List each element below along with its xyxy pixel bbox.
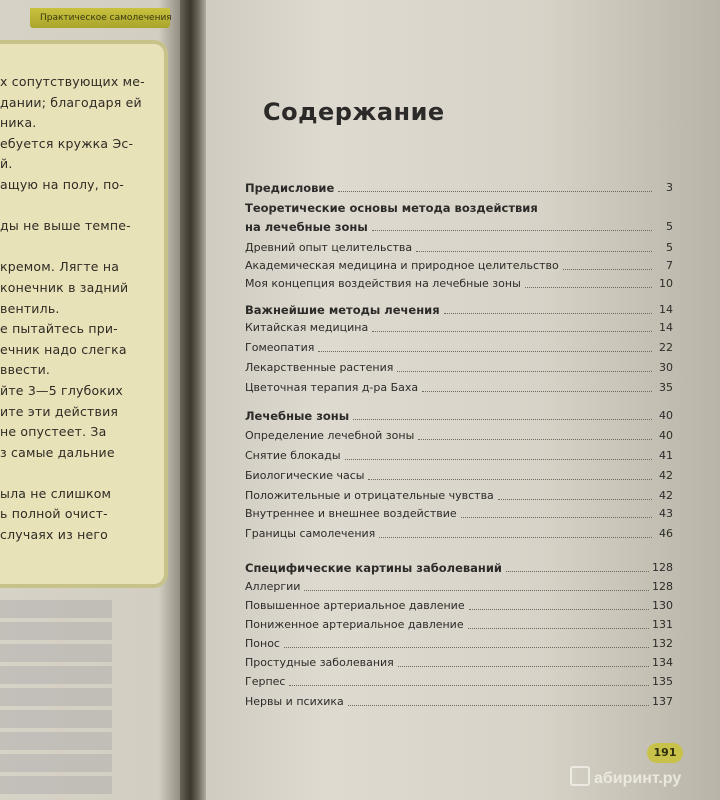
toc-entry-page: 14 bbox=[659, 303, 673, 316]
toc-entry-page: 5 bbox=[666, 241, 673, 254]
dot-leader bbox=[468, 627, 649, 629]
dot-leader bbox=[397, 370, 652, 372]
toc-entry-label: Положительные и отрицательные чувства bbox=[245, 489, 494, 502]
toc-entry bbox=[245, 617, 673, 631]
dot-leader bbox=[461, 516, 652, 518]
dot-leader bbox=[563, 268, 652, 270]
toc-entry bbox=[245, 488, 673, 502]
toc-entry-page: 30 bbox=[659, 361, 673, 374]
dot-leader bbox=[345, 458, 652, 460]
left-text-line: конечник в задний bbox=[0, 279, 129, 295]
toc-entry-label: Специфические картины заболеваний bbox=[245, 561, 502, 575]
toc-entry-label: Биологические часы bbox=[245, 469, 365, 482]
toc-entry bbox=[245, 560, 673, 574]
toc-entry-label: Теоретические основы метода воздействия bbox=[245, 201, 538, 215]
toc-entry-page: 5 bbox=[666, 220, 673, 233]
toc-entry-label: Повышенное артериальное давление bbox=[245, 599, 465, 612]
right-page bbox=[205, 0, 720, 800]
dot-leader bbox=[368, 478, 652, 480]
left-text-line: ника. bbox=[0, 115, 37, 131]
toc-entry bbox=[245, 636, 673, 650]
toc-entry bbox=[245, 219, 673, 233]
left-text-line bbox=[0, 237, 160, 258]
toc-entry-label: Китайская медицина bbox=[245, 321, 369, 334]
dot-leader bbox=[506, 570, 649, 572]
dot-leader bbox=[289, 684, 649, 686]
dot-leader bbox=[372, 229, 652, 231]
dot-leader bbox=[372, 330, 652, 332]
left-text-line: ды не выше темпе- bbox=[0, 218, 131, 234]
toc-entry bbox=[245, 655, 673, 669]
dot-leader bbox=[284, 646, 649, 648]
left-text-line: й. bbox=[0, 156, 13, 172]
toc-entry-page: 7 bbox=[666, 259, 673, 272]
toc-entry bbox=[245, 340, 673, 354]
dot-leader bbox=[398, 665, 649, 667]
watermark bbox=[570, 766, 681, 788]
dot-leader bbox=[338, 190, 652, 192]
toc-entry bbox=[245, 380, 673, 394]
toc-entry bbox=[245, 506, 673, 520]
toc-entry-label: Моя концепция воздействия на лечебные зоны bbox=[245, 277, 521, 290]
toc-entry bbox=[245, 579, 673, 593]
toc-entry-label: Внутреннее и внешнее воздействие bbox=[245, 507, 457, 520]
toc-entry bbox=[245, 258, 673, 272]
dot-leader bbox=[304, 589, 649, 591]
dot-leader bbox=[348, 704, 649, 706]
toc-entry-label: Предисловие bbox=[245, 181, 335, 195]
toc-entry-page: 42 bbox=[659, 489, 673, 502]
dot-leader bbox=[525, 286, 652, 288]
left-text-line: е пытайтесь при- bbox=[0, 321, 118, 337]
toc-entry-label: Важнейшие методы лечения bbox=[245, 303, 440, 317]
left-text-line: ащую на полу, по- bbox=[0, 176, 125, 192]
toc-entry-page: 40 bbox=[659, 429, 673, 442]
toc-entry-page: 40 bbox=[659, 409, 673, 422]
left-text-line: вентиль. bbox=[0, 300, 60, 316]
toc-entry-label: Древний опыт целительства bbox=[245, 241, 413, 254]
toc-entry bbox=[245, 408, 673, 422]
toc-entry bbox=[245, 360, 673, 374]
toc-entry-page: 10 bbox=[659, 277, 673, 290]
toc-entry-page: 35 bbox=[659, 381, 673, 394]
toc-entry-label: Границы самолечения bbox=[245, 527, 376, 540]
toc-entry-page: 132 bbox=[652, 637, 673, 650]
toc-entry bbox=[245, 200, 673, 214]
toc-entry-page: 43 bbox=[659, 507, 673, 520]
left-text-line: случаях из него bbox=[0, 527, 109, 543]
left-text-line: ввести. bbox=[0, 362, 51, 378]
toc-entry-page: 128 bbox=[652, 580, 673, 593]
left-text-line: ыла не слишком bbox=[0, 485, 112, 501]
toc-entry bbox=[245, 674, 673, 688]
left-text-line bbox=[0, 196, 160, 217]
left-page bbox=[0, 0, 185, 800]
dot-leader bbox=[353, 418, 652, 420]
toc-entry-label: Цветочная терапия д-ра Баха bbox=[245, 381, 419, 394]
dot-leader bbox=[379, 536, 652, 538]
toc-entry-label: Герпес bbox=[245, 675, 286, 688]
dot-leader bbox=[318, 350, 652, 352]
toc-entry-label: Определение лечебной зоны bbox=[245, 429, 415, 442]
toc-entry-label: Академическая медицина и природное целительство bbox=[245, 259, 559, 272]
toc-entry-label: на лечебные зоны bbox=[245, 220, 368, 234]
toc-entry-label: Нервы и психика bbox=[245, 695, 344, 708]
toc-entry-page: 131 bbox=[652, 618, 673, 631]
dot-leader bbox=[444, 312, 652, 314]
toc-entry bbox=[245, 448, 673, 462]
left-text-line: ечник надо слегка bbox=[0, 341, 127, 357]
toc-entry-page: 22 bbox=[659, 341, 673, 354]
dot-leader bbox=[469, 608, 649, 610]
toc-entry bbox=[245, 598, 673, 612]
toc-entry-label: Аллергии bbox=[245, 580, 301, 593]
toc-entry-label: Понос bbox=[245, 637, 280, 650]
dot-leader bbox=[418, 438, 652, 440]
left-text-line: кремом. Лягте на bbox=[0, 259, 120, 275]
page-number: 191 bbox=[647, 743, 683, 763]
logo-icon bbox=[570, 766, 590, 786]
running-header-text: Практическое самолечения bbox=[40, 13, 172, 23]
left-text-line: дании; благодаря ей bbox=[0, 94, 142, 110]
toc-entry bbox=[245, 302, 673, 316]
toc-entry-page: 137 bbox=[652, 695, 673, 708]
dot-leader bbox=[422, 390, 652, 392]
left-text-line bbox=[0, 463, 160, 484]
toc-entry-label: Простудные заболевания bbox=[245, 656, 394, 669]
toc-entry-page: 3 bbox=[666, 181, 673, 194]
toc-entry bbox=[245, 526, 673, 540]
toc-entry-page: 130 bbox=[652, 599, 673, 612]
watermark-text: абиринт.ру bbox=[594, 770, 682, 787]
left-text-line: не опустеет. За bbox=[0, 424, 107, 440]
toc-entry bbox=[245, 694, 673, 708]
toc-entry-page: 14 bbox=[659, 321, 673, 334]
left-text-line: з самые дальние bbox=[0, 444, 115, 460]
toc-entry-page: 42 bbox=[659, 469, 673, 482]
toc-entry bbox=[245, 180, 673, 194]
running-header bbox=[30, 8, 170, 28]
bleed-through-text bbox=[0, 600, 160, 798]
toc-entry-label: Гомеопатия bbox=[245, 341, 315, 354]
toc-entry-page: 128 bbox=[652, 561, 673, 574]
dot-leader bbox=[498, 498, 652, 500]
toc-entry-label: Лекарственные растения bbox=[245, 361, 394, 374]
toc-entry bbox=[245, 240, 673, 254]
toc-entry-page: 41 bbox=[659, 449, 673, 462]
book-spine bbox=[180, 0, 206, 800]
left-text-line: ь полной очист- bbox=[0, 506, 108, 522]
toc-entry-label: Лечебные зоны bbox=[245, 409, 350, 423]
toc-entry bbox=[245, 276, 673, 290]
left-text-line: ите эти действия bbox=[0, 403, 119, 419]
toc-entry bbox=[245, 468, 673, 482]
left-text-line: йте 3—5 глубоких bbox=[0, 382, 124, 398]
toc-entry-label: Пониженное артериальное давление bbox=[245, 618, 464, 631]
toc-entry-page: 46 bbox=[659, 527, 673, 540]
toc-entry bbox=[245, 320, 673, 334]
left-text-line: ебуется кружка Эс- bbox=[0, 135, 134, 151]
left-text-line: х сопутствующих ме- bbox=[0, 74, 145, 89]
page-title: Содержание bbox=[263, 98, 445, 126]
dot-leader bbox=[416, 250, 652, 252]
toc-entry-label: Снятие блокады bbox=[245, 449, 341, 462]
toc-entry-page: 135 bbox=[652, 675, 673, 688]
left-page-text bbox=[0, 72, 160, 546]
toc-entry bbox=[245, 428, 673, 442]
toc-entry-page: 134 bbox=[652, 656, 673, 669]
